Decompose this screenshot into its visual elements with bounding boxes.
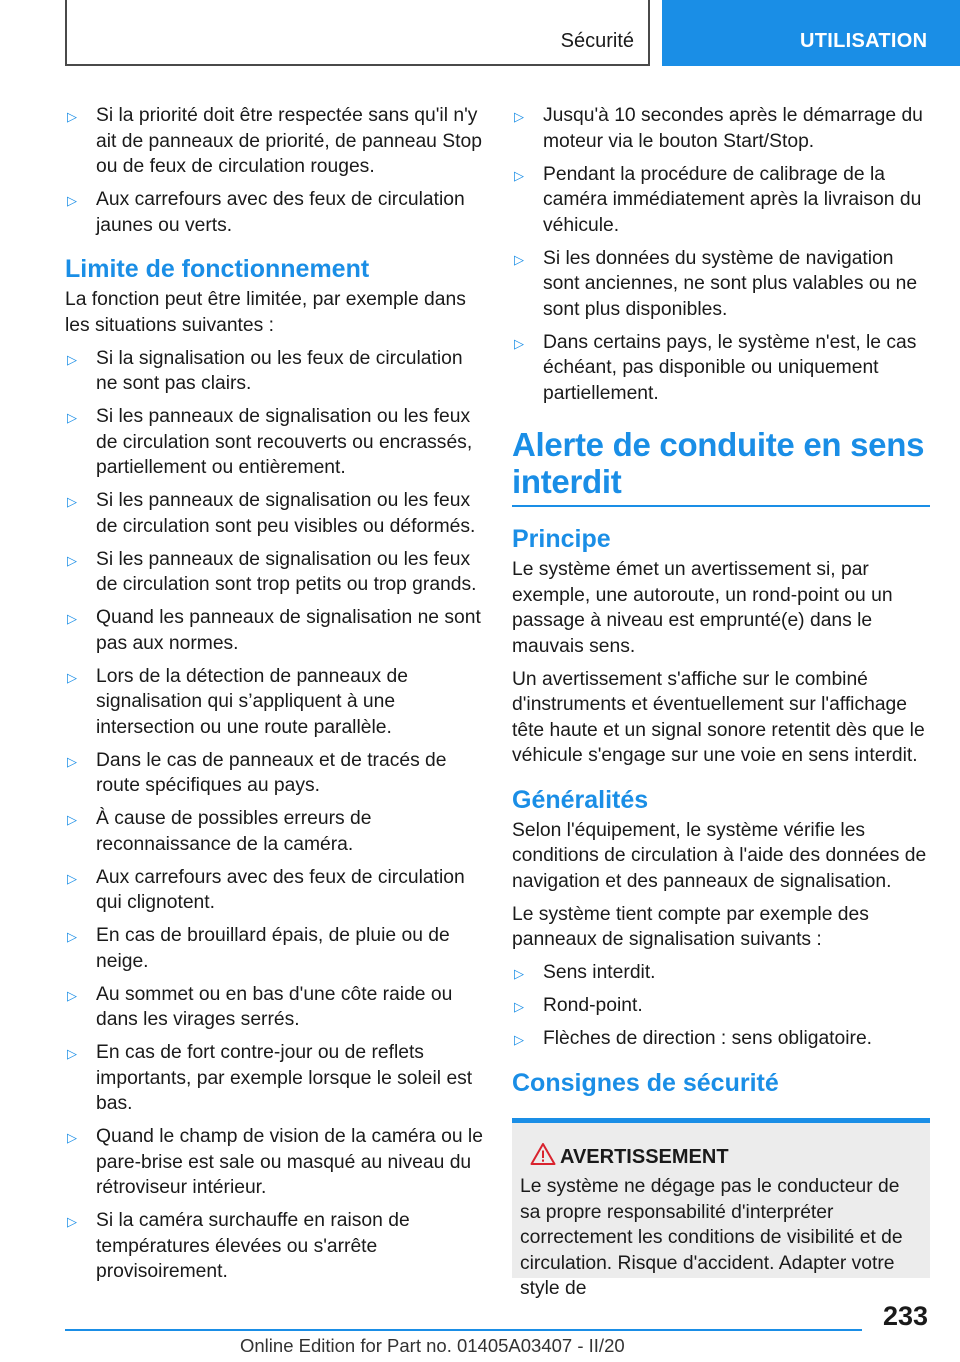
general-heading: Généralités bbox=[512, 785, 649, 814]
safety-heading: Consignes de sécurité bbox=[512, 1068, 779, 1097]
page-number: 233 bbox=[882, 1301, 928, 1331]
bullet-list-top-right bbox=[512, 103, 930, 406]
list-item: ▷ Au sommet ou en bas d'une côte raide ou dans les virages serrés. bbox=[67, 983, 453, 1030]
triangle-bullet-icon: ▷ bbox=[514, 251, 524, 267]
list-item: ▷ Dans certains pays, le système n'est, le cas échéant, pas disponible ou uniquement partiellement. bbox=[514, 331, 917, 404]
header-chapter-tab bbox=[662, 0, 960, 66]
list-item: ▷ Rond-point. bbox=[512, 993, 930, 1019]
list-item: ▷ Flèches de direction : sens obligatoire. bbox=[512, 1026, 930, 1052]
triangle-bullet-icon: ▷ bbox=[67, 929, 77, 944]
triangle-bullet-icon: ▷ bbox=[514, 335, 524, 351]
triangle-bullet-icon: ▷ bbox=[67, 1130, 77, 1145]
triangle-bullet-icon: ▷ bbox=[67, 987, 77, 1003]
warning-text: Le système ne dégage pas le conducteur de sa propre responsabilité d'interpréter correctement les conditions de visibilité et de circulation. Risque d'accident. Adapter votre style de bbox=[520, 1176, 903, 1299]
section-title: Alerte de conduite en sens interdit bbox=[512, 426, 925, 500]
triangle-bullet-icon: ▷ bbox=[67, 351, 77, 367]
list-item: ▷ Quand le champ de vision de la caméra ou le pare-brise est sale ou masqué au niveau du rétroviseur intérieur. bbox=[67, 1126, 483, 1198]
bullet-list-top-left bbox=[65, 103, 485, 238]
triangle-bullet-icon: ▷ bbox=[67, 669, 77, 685]
triangle-bullet-icon: ▷ bbox=[67, 410, 77, 425]
header-section-tab bbox=[65, 0, 650, 66]
triangle-bullet-icon: ▷ bbox=[67, 109, 77, 124]
list-item: ▷ Aux carrefours avec des feux de circulation qui clignotent. bbox=[67, 866, 465, 913]
principle-paragraph-1: Le système émet un avertissement si, par exemple, une autoroute, un rond-point ou un passage à niveau est emprunté(e) dans le mauvais sens. bbox=[512, 559, 893, 657]
triangle-bullet-icon: ▷ bbox=[67, 812, 77, 827]
triangle-bullet-icon: ▷ bbox=[67, 193, 77, 208]
triangle-bullet-icon: ▷ bbox=[67, 753, 77, 769]
triangle-bullet-icon: ▷ bbox=[514, 966, 524, 981]
right-column bbox=[512, 103, 930, 1299]
list-item: ▷ Si la caméra surchauffe en raison de températures élevées ou s'arrête provisoirement. bbox=[67, 1210, 410, 1282]
triangle-bullet-icon: ▷ bbox=[67, 1214, 77, 1229]
limits-bullet-list bbox=[65, 346, 485, 1285]
list-item: ▷ Si les données du système de navigation sont anciennes, ne sont plus valables ou ne sont plus disponibles. bbox=[514, 247, 918, 320]
section-title-rule bbox=[512, 505, 930, 507]
principle-heading: Principe bbox=[512, 525, 611, 553]
list-item: ▷ Pendant la procédure de calibrage de la caméra immédiatement après la livraison du véhicule. bbox=[514, 163, 922, 236]
signs-bullet-list bbox=[512, 960, 930, 1052]
list-item: ▷ En cas de brouillard épais, de pluie ou de neige. bbox=[67, 925, 450, 972]
triangle-bullet-icon: ▷ bbox=[514, 999, 524, 1014]
list-item: ▷ Dans le cas de panneaux et de tracés de route spécifiques au pays. bbox=[67, 749, 447, 796]
principle-paragraph-2: Un avertissement s'affiche sur le combiné d'instruments et éventuellement sur l'affichage tête haute et un signal sonore retentit dès que le véhicule s'engage sur une voie en sens interdit. bbox=[512, 668, 925, 766]
triangle-bullet-icon: ▷ bbox=[67, 552, 77, 568]
general-paragraph-2: Le système tient compte par exemple des panneaux de signalisation suivants : bbox=[512, 903, 869, 950]
list-item: ▷ Si les panneaux de signalisation ou les feux de circulation sont recouverts ou encrassés, partiellement ou entièrement. bbox=[67, 406, 473, 478]
limits-intro: La fonction peut être limitée, par exemple dans les situations suivantes : bbox=[65, 289, 466, 336]
triangle-bullet-icon: ▷ bbox=[514, 1032, 524, 1047]
list-item: ▷ Si les panneaux de signalisation ou les feux de circulation sont peu visibles ou déformés. bbox=[67, 490, 476, 537]
list-item: ▷ Sens interdit. bbox=[512, 960, 930, 986]
list-item: ▷ Lors de la détection de panneaux de signalisation qui s’appliquent à une intersection ou une route parallèle. bbox=[67, 665, 408, 738]
limits-heading: Limite de fonctionnement bbox=[65, 255, 370, 283]
triangle-bullet-icon: ▷ bbox=[67, 1046, 77, 1061]
triangle-bullet-icon: ▷ bbox=[67, 611, 77, 626]
header-section-label: Sécurité bbox=[560, 30, 634, 52]
warning-triangle-icon bbox=[530, 1142, 556, 1166]
list-item: ▷ Si la signalisation ou les feux de circulation ne sont pas clairs. bbox=[67, 347, 463, 394]
list-item: ▷ Aux carrefours avec des feux de circulation jaunes ou verts. bbox=[67, 189, 465, 236]
left-column bbox=[65, 103, 485, 1292]
general-paragraph-1: Selon l'équipement, le système vérifie les conditions de circulation à l'aide des données de navigation et des panneaux de signalisation. bbox=[512, 819, 927, 892]
footer-rule bbox=[65, 1329, 862, 1331]
triangle-bullet-icon: ▷ bbox=[514, 109, 524, 124]
list-item: ▷ Si les panneaux de signalisation ou les feux de circulation sont trop petits ou trop grands. bbox=[67, 548, 477, 595]
list-item: ▷ Quand les panneaux de signalisation ne sont pas aux normes. bbox=[67, 607, 481, 654]
list-item: ▷ Jusqu'à 10 secondes après le démarrage du moteur via le bouton Start/Stop. bbox=[514, 105, 923, 152]
triangle-bullet-icon: ▷ bbox=[67, 494, 77, 509]
list-item: ▷ En cas de fort contre-jour ou de reflets importants, par exemple lorsque le soleil est bas. bbox=[67, 1042, 473, 1114]
triangle-bullet-icon: ▷ bbox=[514, 167, 524, 183]
header-chapter-label: UTILISATION bbox=[800, 30, 928, 52]
list-item: ▷ Si la priorité doit être respectée sans qu'il n'y ait de panneaux de priorité, de panneau Stop ou de feux de circulation rouges. bbox=[67, 105, 482, 177]
warning-box bbox=[512, 1118, 930, 1299]
list-item: ▷ À cause de possibles erreurs de reconnaissance de la caméra. bbox=[67, 808, 372, 855]
triangle-bullet-icon: ▷ bbox=[67, 870, 77, 886]
warning-title: AVERTISSEMENT bbox=[520, 1145, 922, 1171]
footer-edition: Online Edition for Part no. 01405A03407 - II/20 bbox=[240, 1335, 625, 1356]
